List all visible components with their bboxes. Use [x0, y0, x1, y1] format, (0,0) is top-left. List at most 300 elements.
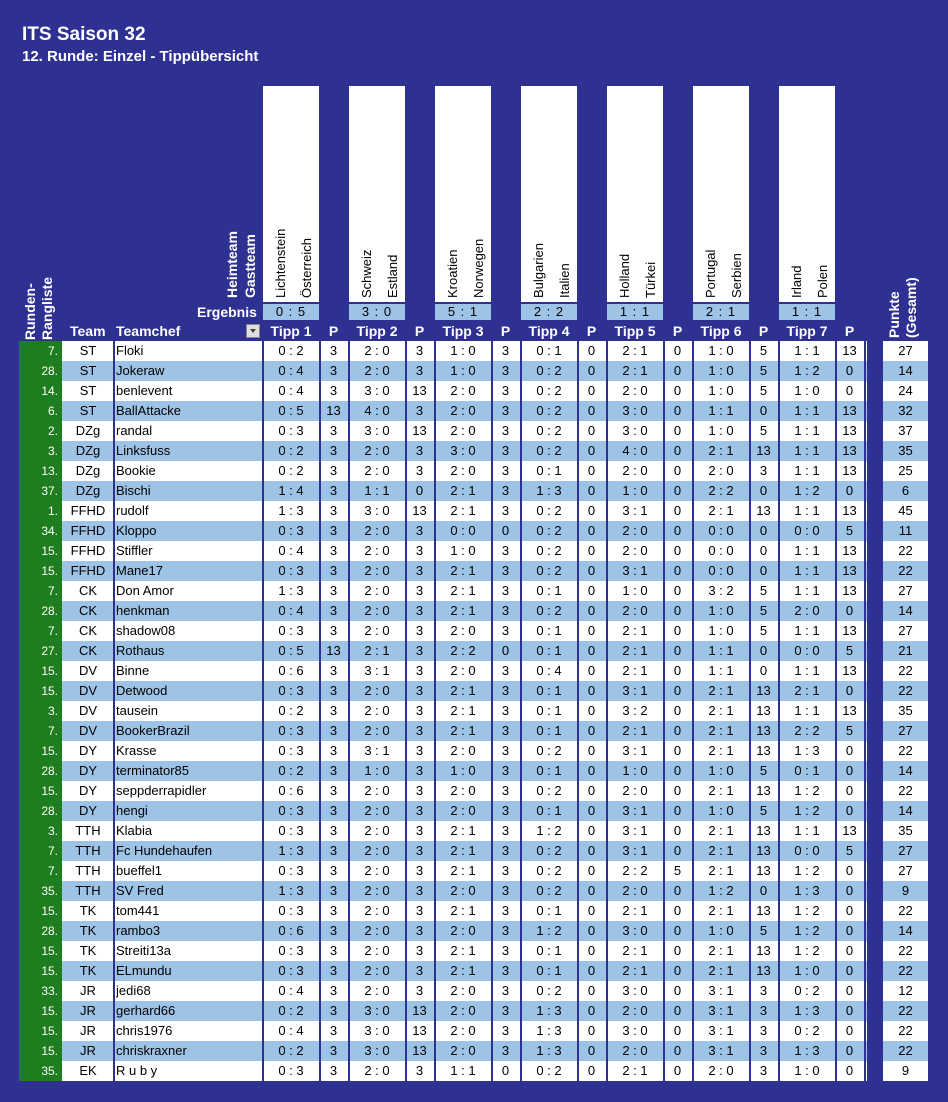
points-cell: 0 [587, 843, 596, 858]
teamchef-cell: Mane17 [116, 563, 163, 578]
tipp-cell: 2 : 1 [622, 903, 648, 918]
tipp-cell: 2 : 1 [708, 823, 734, 838]
points-cell: 3 [501, 803, 510, 818]
teamchef-cell: R u b y [116, 1063, 158, 1078]
points-cell: 3 [329, 663, 338, 678]
points-cell: 0 [415, 483, 424, 498]
tipp-cell: 2 : 0 [622, 383, 648, 398]
tipp-cell: 2 : 0 [622, 523, 648, 538]
tipp-cell: 1 : 0 [450, 343, 476, 358]
total-points-cell: 37 [898, 423, 913, 438]
points-cell: 3 [501, 903, 510, 918]
total-points-cell: 14 [898, 603, 913, 618]
points-cell: 0 [673, 563, 682, 578]
tipp-cell: 2 : 0 [364, 683, 390, 698]
team-cell: ST [79, 363, 97, 378]
tipp-cell: 0 : 2 [536, 383, 562, 398]
column-gap [867, 361, 883, 381]
points-cell: 3 [759, 1063, 768, 1078]
column-divider [113, 841, 115, 861]
tipp-cell: 0 : 3 [278, 903, 304, 918]
points-cell: 0 [673, 843, 682, 858]
tipp-cell: 3 : 0 [364, 423, 390, 438]
rank-cell: 14. [41, 384, 58, 398]
tipp-cell: 2 : 0 [450, 783, 476, 798]
header-points: P [672, 323, 683, 339]
teamchef-cell: Bookie [116, 463, 156, 478]
points-cell: 3 [501, 1043, 510, 1058]
points-cell: 5 [759, 423, 768, 438]
match-away-team: Türkei [643, 261, 658, 298]
tipp-cell: 1 : 3 [536, 1043, 562, 1058]
tipp-cell: 0 : 1 [536, 703, 562, 718]
column-divider [864, 1041, 866, 1061]
points-cell: 0 [673, 723, 682, 738]
tipp-cell: 2 : 1 [708, 503, 734, 518]
points-cell: 3 [501, 1023, 510, 1038]
total-points-cell: 22 [898, 1043, 913, 1058]
column-gap [867, 861, 883, 881]
points-cell: 0 [673, 1003, 682, 1018]
tipp-cell: 2 : 0 [364, 563, 390, 578]
tipp-cell: 1 : 0 [450, 763, 476, 778]
tipp-cell: 3 : 1 [622, 683, 648, 698]
points-cell: 3 [415, 363, 424, 378]
total-points-cell: 35 [898, 823, 913, 838]
points-cell: 3 [501, 943, 510, 958]
teamchef-cell: Floki [116, 343, 144, 358]
tipp-cell: 3 : 0 [622, 923, 648, 938]
points-cell: 0 [845, 1023, 854, 1038]
column-divider [864, 601, 866, 621]
column-divider [864, 401, 866, 421]
tipp-cell: 2 : 1 [622, 943, 648, 958]
rank-cell: 37. [41, 484, 58, 498]
tipp-cell: 1 : 1 [794, 823, 820, 838]
points-cell: 0 [501, 523, 510, 538]
tipp-cell: 2 : 1 [794, 683, 820, 698]
table-row [41, 881, 928, 901]
points-cell: 0 [845, 683, 854, 698]
tipp-cell: 2 : 0 [364, 823, 390, 838]
tipp-cell: 2 : 0 [622, 603, 648, 618]
tipp-cell: 0 : 2 [536, 423, 562, 438]
tipp-cell: 2 : 0 [450, 623, 476, 638]
team-cell: CK [78, 623, 98, 638]
points-cell: 0 [845, 863, 854, 878]
column-gap [867, 761, 883, 781]
points-cell: 3 [415, 863, 424, 878]
rank-cell: 28. [41, 924, 58, 938]
points-cell: 13 [756, 823, 771, 838]
points-cell: 0 [587, 1003, 596, 1018]
column-divider [864, 661, 866, 681]
total-points-cell: 22 [898, 943, 913, 958]
tipp-cell: 1 : 0 [450, 543, 476, 558]
points-cell: 13 [842, 823, 857, 838]
column-divider [113, 1001, 115, 1021]
column-divider [113, 381, 115, 401]
tipp-cell: 3 : 0 [364, 503, 390, 518]
points-cell: 0 [673, 423, 682, 438]
points-cell: 3 [501, 883, 510, 898]
points-cell: 3 [329, 823, 338, 838]
points-cell: 3 [329, 783, 338, 798]
points-cell: 13 [842, 423, 857, 438]
column-divider [864, 761, 866, 781]
tipp-cell: 2 : 1 [708, 943, 734, 958]
points-cell: 5 [845, 843, 854, 858]
tipp-cell: 2 : 1 [622, 363, 648, 378]
points-cell: 0 [845, 923, 854, 938]
column-divider [864, 801, 866, 821]
points-cell: 5 [759, 803, 768, 818]
table-row [41, 381, 928, 401]
points-cell: 5 [759, 363, 768, 378]
column-gap [867, 781, 883, 801]
column-divider [864, 561, 866, 581]
tipp-cell: 2 : 0 [364, 903, 390, 918]
table-row [41, 981, 928, 1001]
tipp-cell: 2 : 1 [450, 603, 476, 618]
tipp-cell: 3 : 1 [364, 663, 390, 678]
match-home-team: Kroatien [445, 249, 460, 298]
rank-cell: 7. [47, 724, 58, 738]
column-divider [113, 401, 115, 421]
teamchef-cell: gerhard66 [116, 1003, 176, 1018]
tipp-cell: 1 : 3 [794, 743, 820, 758]
teamchef-cell: terminator85 [116, 763, 189, 778]
tipp-cell: 4 : 0 [364, 403, 390, 418]
header-points: P [328, 323, 339, 339]
total-points-cell: 32 [898, 403, 913, 418]
header-rangliste [22, 270, 56, 340]
tipp-cell: 1 : 2 [794, 783, 820, 798]
points-cell: 13 [326, 643, 341, 658]
tipp-cell: 0 : 3 [278, 563, 304, 578]
points-cell: 0 [587, 1043, 596, 1058]
tipp-cell: 0 : 2 [536, 983, 562, 998]
table-row [47, 821, 928, 841]
tipp-cell: 2 : 0 [450, 663, 476, 678]
tipp-cell: 2 : 0 [364, 523, 390, 538]
rank-cell: 7. [47, 864, 58, 878]
header-tipp: Tipp 2 [356, 323, 398, 339]
tipp-cell: 0 : 2 [794, 1023, 820, 1038]
tipp-cell: 2 : 1 [708, 443, 734, 458]
teamchef-cell: Streiti13a [116, 943, 171, 958]
tipp-cell: 2 : 0 [364, 623, 390, 638]
points-cell: 0 [673, 503, 682, 518]
column-divider [113, 641, 115, 661]
teamchef-cell: hengi [116, 803, 148, 818]
points-cell: 3 [501, 763, 510, 778]
tipp-cell: 2 : 0 [364, 843, 390, 858]
points-cell: 3 [329, 623, 338, 638]
tipp-cell: 1 : 2 [708, 883, 734, 898]
table-row [41, 561, 928, 581]
teamchef-cell: Binne [116, 663, 150, 678]
tipp-cell: 3 : 1 [708, 1043, 734, 1058]
tipp-cell: 0 : 3 [278, 1063, 304, 1078]
tipp-cell: 2 : 0 [450, 983, 476, 998]
tipp-cell: 1 : 2 [536, 923, 562, 938]
match-home-team: Irland [789, 265, 804, 298]
column-divider [113, 461, 115, 481]
points-cell: 3 [329, 343, 338, 358]
tipp-cell: 0 : 6 [278, 923, 304, 938]
tipp-cell: 0 : 2 [794, 983, 820, 998]
points-cell: 0 [673, 483, 682, 498]
team-cell: JR [80, 983, 96, 998]
points-cell: 0 [673, 803, 682, 818]
column-divider [113, 961, 115, 981]
points-cell: 0 [673, 583, 682, 598]
tipp-cell: 2 : 1 [708, 863, 734, 878]
teamchef-cell: Don Amor [116, 583, 174, 598]
tipp-cell: 0 : 4 [278, 543, 304, 558]
points-cell: 0 [845, 743, 854, 758]
tipp-cell: 1 : 3 [536, 483, 562, 498]
total-points-cell: 22 [898, 563, 913, 578]
tipp-cell: 1 : 0 [450, 363, 476, 378]
team-cell: DY [78, 803, 98, 818]
points-cell: 13 [842, 623, 857, 638]
points-cell: 3 [501, 423, 510, 438]
match-away-team: Italien [557, 263, 572, 298]
tipp-cell: 1 : 2 [794, 943, 820, 958]
points-cell: 3 [329, 883, 338, 898]
header-points: P [844, 323, 855, 339]
tipp-cell: 0 : 3 [278, 523, 304, 538]
tipp-cell: 0 : 2 [536, 743, 562, 758]
points-cell: 3 [415, 463, 424, 478]
column-gap [867, 561, 883, 581]
tipp-cell: 1 : 3 [278, 843, 304, 858]
points-cell: 0 [587, 863, 596, 878]
points-cell: 0 [587, 783, 596, 798]
match-home-team: Portugal [703, 249, 718, 298]
tipp-cell: 2 : 1 [708, 703, 734, 718]
tipp-cell: 1 : 3 [278, 883, 304, 898]
tipp-cell: 2 : 1 [450, 563, 476, 578]
tipp-cell: 1 : 1 [794, 703, 820, 718]
points-cell: 3 [415, 883, 424, 898]
tipp-cell: 1 : 1 [794, 343, 820, 358]
tipp-cell: 0 : 1 [536, 963, 562, 978]
column-divider [113, 801, 115, 821]
points-cell: 3 [501, 743, 510, 758]
column-gap [867, 881, 883, 901]
points-cell: 13 [412, 1043, 427, 1058]
rank-cell: 33. [41, 984, 58, 998]
table-row [41, 741, 928, 761]
table-row [41, 661, 928, 681]
column-divider [113, 361, 115, 381]
tipp-cell: 1 : 3 [278, 503, 304, 518]
total-points-cell: 22 [898, 963, 913, 978]
points-cell: 3 [329, 463, 338, 478]
team-cell: FFHD [70, 503, 106, 518]
points-cell: 0 [587, 583, 596, 598]
tipp-cell: 1 : 2 [794, 903, 820, 918]
points-cell: 3 [759, 983, 768, 998]
filter-dropdown-icon[interactable] [246, 324, 260, 338]
total-points-cell: 14 [898, 803, 913, 818]
column-divider [113, 581, 115, 601]
column-gap [867, 821, 883, 841]
points-cell: 0 [845, 803, 854, 818]
tipp-cell: 2 : 0 [450, 1023, 476, 1038]
total-points-cell: 24 [898, 383, 913, 398]
points-cell: 3 [329, 1023, 338, 1038]
rank-cell: 28. [41, 764, 58, 778]
tipp-cell: 3 : 1 [622, 743, 648, 758]
table-row [47, 861, 928, 881]
tipp-cell: 1 : 3 [536, 1023, 562, 1038]
points-cell: 0 [673, 363, 682, 378]
tipp-cell: 1 : 1 [794, 443, 820, 458]
teamchef-cell: Krasse [116, 743, 157, 758]
teamchef-cell: Linksfuss [116, 443, 171, 458]
points-cell: 3 [415, 943, 424, 958]
tipp-cell: 0 : 1 [536, 583, 562, 598]
table-row [47, 721, 928, 741]
column-gap [867, 381, 883, 401]
tipp-cell: 0 : 2 [536, 503, 562, 518]
tipp-cell: 1 : 2 [794, 483, 820, 498]
points-cell: 3 [501, 723, 510, 738]
rank-cell: 15. [41, 564, 58, 578]
team-cell: DV [78, 683, 98, 698]
tipp-cell: 2 : 1 [708, 723, 734, 738]
points-cell: 0 [759, 643, 768, 658]
total-points-cell: 22 [898, 903, 913, 918]
points-cell: 3 [501, 543, 510, 558]
column-gap [867, 601, 883, 621]
tipp-cell: 2 : 0 [364, 983, 390, 998]
table-row [41, 601, 928, 621]
tipp-cell: 2 : 2 [450, 643, 476, 658]
tipp-cell: 3 : 1 [708, 983, 734, 998]
points-cell: 3 [501, 503, 510, 518]
points-cell: 13 [842, 583, 857, 598]
rank-cell: 6. [47, 404, 58, 418]
page-title: ITS Saison 32 [22, 24, 146, 45]
tipp-cell: 0 : 2 [278, 463, 304, 478]
points-cell: 0 [845, 983, 854, 998]
total-points-cell: 35 [898, 443, 913, 458]
header-rangliste-line2: Rangliste [39, 276, 55, 340]
total-points-cell: 22 [898, 683, 913, 698]
tipp-cell: 1 : 3 [536, 1003, 562, 1018]
header-ergebnis: Ergebnis [197, 304, 257, 320]
column-divider [864, 881, 866, 901]
column-divider [864, 481, 866, 501]
tipp-cell: 0 : 0 [450, 523, 476, 538]
points-cell: 13 [756, 843, 771, 858]
points-cell: 3 [501, 403, 510, 418]
total-points-cell: 14 [898, 363, 913, 378]
match-home-team: Schweiz [359, 249, 374, 298]
column-gap [867, 961, 883, 981]
rank-cell: 3. [47, 824, 58, 838]
tipp-cell: 0 : 6 [278, 783, 304, 798]
tipp-cell: 2 : 1 [622, 1063, 648, 1078]
points-cell: 0 [587, 363, 596, 378]
teamchef-cell: rambo3 [116, 923, 161, 938]
points-cell: 3 [415, 983, 424, 998]
column-divider [113, 981, 115, 1001]
tipp-cell: 0 : 1 [536, 683, 562, 698]
column-divider [113, 721, 115, 741]
table-row [47, 441, 928, 461]
points-cell: 0 [587, 423, 596, 438]
points-cell: 13 [756, 903, 771, 918]
points-cell: 3 [501, 623, 510, 638]
column-divider [113, 741, 115, 761]
points-cell: 0 [587, 463, 596, 478]
points-cell: 3 [501, 843, 510, 858]
points-cell: 0 [587, 623, 596, 638]
rank-cell: 15. [41, 544, 58, 558]
table-row [47, 401, 928, 421]
points-cell: 13 [756, 783, 771, 798]
points-cell: 0 [673, 963, 682, 978]
tipp-cell: 2 : 0 [450, 803, 476, 818]
match-home-team: Bulgarien [531, 243, 546, 298]
column-divider [864, 701, 866, 721]
team-cell: DZg [75, 443, 101, 458]
table-row [41, 641, 928, 661]
column-gap [867, 581, 883, 601]
match-away-team: Serbien [729, 253, 744, 298]
tipp-cell: 3 : 2 [622, 703, 648, 718]
table-row [41, 1001, 928, 1021]
points-cell: 0 [845, 1063, 854, 1078]
column-gap [867, 1021, 883, 1041]
tipp-cell: 1 : 0 [708, 363, 734, 378]
tipp-cell: 0 : 0 [794, 643, 820, 658]
teamchef-cell: Klabia [116, 823, 153, 838]
tipp-cell: 0 : 2 [278, 703, 304, 718]
points-cell: 0 [845, 603, 854, 618]
column-divider [864, 541, 866, 561]
tipp-cell: 0 : 1 [536, 723, 562, 738]
tipp-cell: 0 : 2 [536, 1063, 562, 1078]
points-cell: 0 [673, 623, 682, 638]
column-gap [867, 501, 883, 521]
points-cell: 0 [845, 763, 854, 778]
tipp-cell: 1 : 1 [708, 663, 734, 678]
rank-cell: 15. [41, 784, 58, 798]
tipp-cell: 3 : 0 [622, 403, 648, 418]
team-cell: DZg [75, 423, 101, 438]
column-gap [867, 441, 883, 461]
table-row [41, 801, 928, 821]
tipp-cell: 2 : 0 [450, 1043, 476, 1058]
tipp-cell: 1 : 0 [622, 483, 648, 498]
points-cell: 0 [587, 703, 596, 718]
points-cell: 13 [756, 963, 771, 978]
header-tipp: Tipp 7 [786, 323, 828, 339]
tipp-cell: 1 : 1 [794, 663, 820, 678]
tipp-cell: 1 : 3 [794, 1003, 820, 1018]
teamchef-cell: Jokeraw [116, 363, 165, 378]
tipp-cell: 0 : 4 [278, 983, 304, 998]
match-result: 1 : 1 [607, 304, 663, 320]
rank-cell: 15. [41, 744, 58, 758]
